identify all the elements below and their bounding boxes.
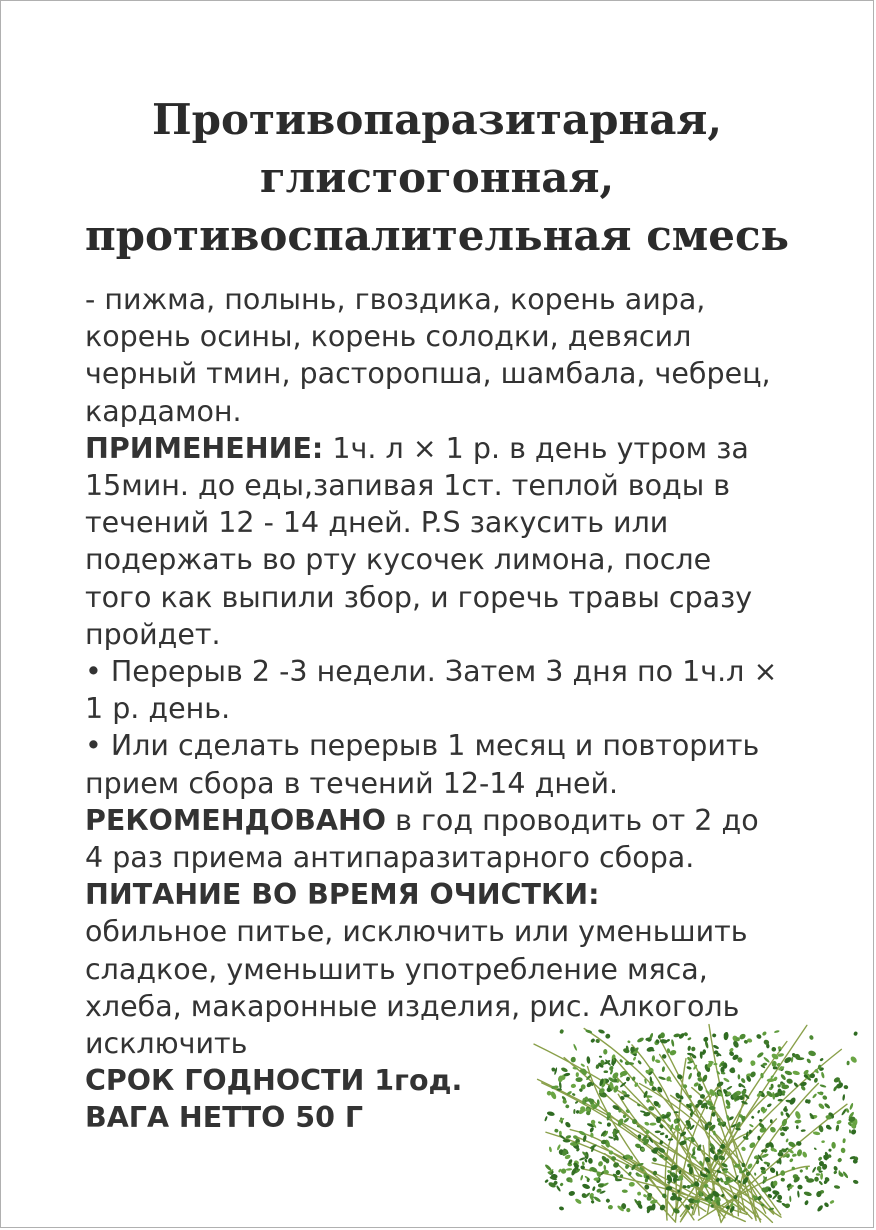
- composition-line: - пижма, полынь, гвоздика, корень аира,: [85, 283, 706, 316]
- net-weight: ВАГА НЕТТО 50 Г: [85, 1101, 364, 1135]
- nutrition-heading: ПИТАНИЕ ВО ВРЕМЯ ОЧИСТКИ:: [85, 878, 600, 912]
- recommended-text: в год проводить от 2 до: [386, 803, 759, 837]
- application-line: течений 12 - 14 дней. P.S закусить или: [85, 506, 669, 540]
- nutrition-line: хлеба, макаронные изделия, рис. Алкоголь: [85, 989, 740, 1023]
- application-line: пройдет.: [85, 617, 221, 651]
- application-text: 1ч. л × 1 р. в день утром за: [323, 431, 749, 465]
- bullet-line: 1 р. день.: [85, 692, 231, 726]
- bullet-line: • Или сделать перерыв 1 месяц и повторить: [85, 729, 760, 763]
- application-line: того как выпили збор, и горечь травы сразу: [85, 580, 753, 614]
- application-label: ПРИМЕНЕНИЕ:: [85, 431, 324, 465]
- composition-line: корень осины, корень солодки, девясил: [85, 320, 692, 354]
- nutrition-line: исключить: [85, 1027, 248, 1061]
- application-first-line: [85, 430, 805, 467]
- thyme-bundle-icon: [516, 1011, 866, 1226]
- nutrition-line: обильное питье, исключить или уменьшить: [85, 915, 748, 949]
- recommended-label: РЕКОМЕНДОВАНО: [85, 803, 387, 837]
- application-line: 15мин. до еды,запивая 1ст. теплой воды в: [85, 469, 731, 503]
- application-line: подержать во рту кусочек лимона, после: [85, 543, 712, 577]
- title-line: Противопаразитарная,: [151, 95, 723, 144]
- product-title: [21, 91, 853, 265]
- title-line: противоспалительная смесь: [84, 211, 790, 260]
- recommended-line: 4 раз приема антипаразитарного сбора.: [85, 841, 695, 875]
- bullet-line: прием сбора в течений 12-14 дней.: [85, 766, 619, 800]
- nutrition-line: сладкое, уменьшить употребление мяса,: [85, 952, 708, 986]
- bullet-line: • Перерыв 2 -3 недели. Затем 3 дня по 1ч.л ×: [85, 655, 778, 689]
- title-line: глистогонная,: [259, 153, 615, 202]
- composition-line: черный тмин, расторопша, шамбала, чебрец,: [85, 357, 771, 391]
- composition-line: кардамон.: [85, 394, 242, 428]
- recommended-first-line: [85, 802, 805, 839]
- shelf-life: СРОК ГОДНОСТИ 1год.: [85, 1064, 463, 1098]
- label-body: [85, 281, 805, 1137]
